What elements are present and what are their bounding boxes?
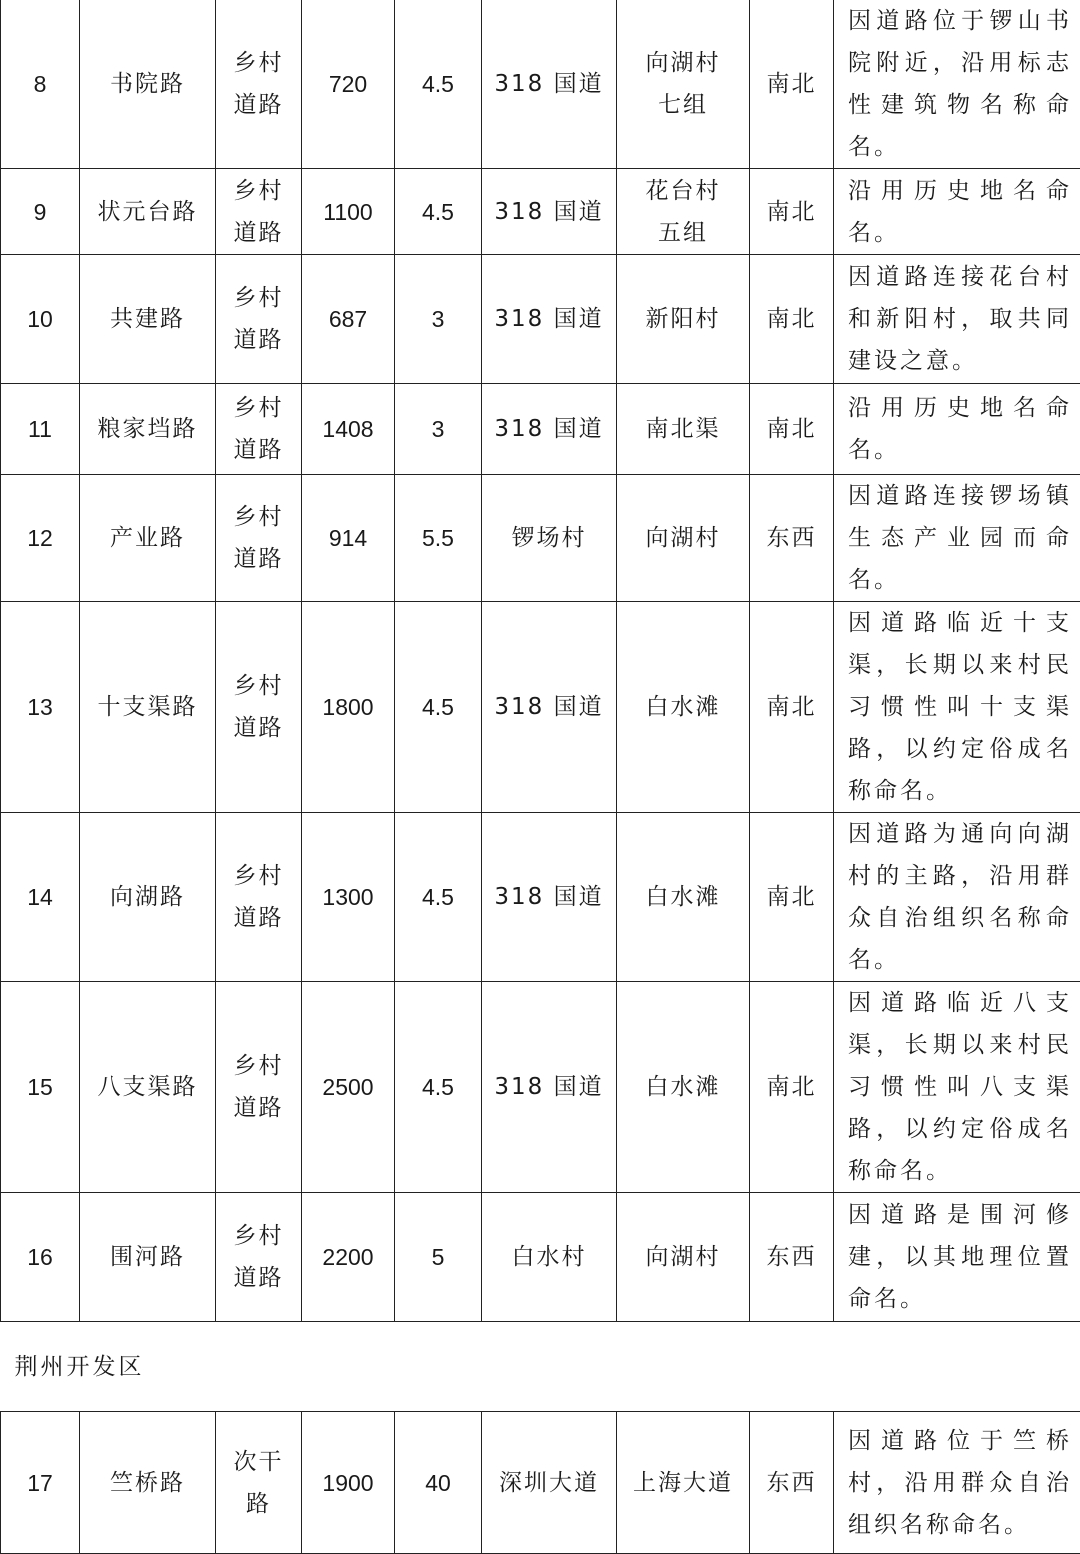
row-number: 8 — [1, 0, 80, 169]
road-width: 4.5 — [395, 0, 482, 169]
road-end: 白水滩 — [617, 813, 750, 982]
naming-reason: 因道路连接锣场镇生态产业园而命名。 — [834, 475, 1080, 602]
road-direction: 南北 — [750, 384, 834, 475]
table-row — [1, 602, 1080, 813]
table-row — [1, 813, 1080, 982]
naming-reason: 沿用历史地名命名。 — [834, 384, 1080, 475]
row-number: 15 — [1, 982, 80, 1193]
road-length: 1300 — [302, 813, 395, 982]
road-end: 向湖村 七组 — [617, 0, 750, 169]
road-direction: 南北 — [750, 0, 834, 169]
road-end: 花台村 五组 — [617, 169, 750, 255]
road-start: 深圳大道 — [482, 1412, 617, 1554]
road-length: 2500 — [302, 982, 395, 1193]
road-direction: 南北 — [750, 982, 834, 1193]
road-start: 锣场村 — [482, 475, 617, 602]
naming-reason: 因道路为通向向湖村的主路，沿用群众自治组织名称命名。 — [834, 813, 1080, 982]
row-number: 12 — [1, 475, 80, 602]
naming-reason: 因道路连接花台村和新阳村，取共同建设之意。 — [834, 255, 1080, 384]
road-width: 4.5 — [395, 602, 482, 813]
section-row — [1, 1322, 1080, 1412]
road-start: 318 国道 — [482, 255, 617, 384]
road-end: 白水滩 — [617, 982, 750, 1193]
road-direction: 东西 — [750, 1412, 834, 1554]
road-name: 向湖路 — [80, 813, 216, 982]
road-direction: 南北 — [750, 255, 834, 384]
road-start: 白水村 — [482, 1193, 617, 1322]
road-length: 2200 — [302, 1193, 395, 1322]
road-direction: 东西 — [750, 475, 834, 602]
road-name: 书院路 — [80, 0, 216, 169]
road-name: 围河路 — [80, 1193, 216, 1322]
table-row — [1, 0, 1080, 169]
road-type: 乡村 道路 — [216, 813, 302, 982]
road-start: 318 国道 — [482, 169, 617, 255]
road-type: 乡村 道路 — [216, 169, 302, 255]
road-name: 十支渠路 — [80, 602, 216, 813]
naming-reason: 因道路位于竺桥村，沿用群众自治组织名称命名。 — [834, 1412, 1080, 1554]
road-end: 南北渠 — [617, 384, 750, 475]
road-name: 八支渠路 — [80, 982, 216, 1193]
row-number: 13 — [1, 602, 80, 813]
road-end: 新阳村 — [617, 255, 750, 384]
road-end: 向湖村 — [617, 475, 750, 602]
road-type: 乡村 道路 — [216, 255, 302, 384]
road-direction: 东西 — [750, 1193, 834, 1322]
road-length: 914 — [302, 475, 395, 602]
naming-reason: 因道路临近十支渠，长期以来村民习惯性叫十支渠路，以约定俗成名称命名。 — [834, 602, 1080, 813]
road-length: 1800 — [302, 602, 395, 813]
road-width: 40 — [395, 1412, 482, 1554]
road-type: 乡村 道路 — [216, 0, 302, 169]
row-number: 17 — [1, 1412, 80, 1554]
road-end: 上海大道 — [617, 1412, 750, 1554]
table-row — [1, 1193, 1080, 1322]
road-start: 318 国道 — [482, 982, 617, 1193]
table-row — [1, 475, 1080, 602]
road-width: 4.5 — [395, 982, 482, 1193]
row-number: 11 — [1, 384, 80, 475]
table-row — [1, 1412, 1080, 1554]
section-title: 荆州开发区 — [1, 1322, 1080, 1412]
road-width: 4.5 — [395, 813, 482, 982]
road-type: 乡村 道路 — [216, 475, 302, 602]
road-type: 乡村 道路 — [216, 602, 302, 813]
road-width: 5 — [395, 1193, 482, 1322]
road-name: 粮家垱路 — [80, 384, 216, 475]
row-number: 10 — [1, 255, 80, 384]
road-type: 次干 路 — [216, 1412, 302, 1554]
road-direction: 南北 — [750, 169, 834, 255]
road-width: 3 — [395, 255, 482, 384]
road-type: 乡村 道路 — [216, 1193, 302, 1322]
road-length: 1900 — [302, 1412, 395, 1554]
road-direction: 南北 — [750, 602, 834, 813]
road-direction: 南北 — [750, 813, 834, 982]
road-width: 3 — [395, 384, 482, 475]
road-type: 乡村 道路 — [216, 982, 302, 1193]
road-start: 318 国道 — [482, 602, 617, 813]
row-number: 16 — [1, 1193, 80, 1322]
table-row — [1, 255, 1080, 384]
row-number: 14 — [1, 813, 80, 982]
road-length: 1408 — [302, 384, 395, 475]
naming-reason: 因道路临近八支渠，长期以来村民习惯性叫八支渠路，以约定俗成名称命名。 — [834, 982, 1080, 1193]
table-row — [1, 169, 1080, 255]
road-name: 共建路 — [80, 255, 216, 384]
road-start: 318 国道 — [482, 384, 617, 475]
road-length: 687 — [302, 255, 395, 384]
road-start: 318 国道 — [482, 813, 617, 982]
road-name: 产业路 — [80, 475, 216, 602]
road-width: 5.5 — [395, 475, 482, 602]
table-row — [1, 982, 1080, 1193]
road-name: 状元台路 — [80, 169, 216, 255]
road-start: 318 国道 — [482, 0, 617, 169]
road-end: 向湖村 — [617, 1193, 750, 1322]
road-type: 乡村 道路 — [216, 384, 302, 475]
table-row — [1, 384, 1080, 475]
row-number: 9 — [1, 169, 80, 255]
road-length: 720 — [302, 0, 395, 169]
naming-reason: 沿用历史地名命名。 — [834, 169, 1080, 255]
road-name: 竺桥路 — [80, 1412, 216, 1554]
road-length: 1100 — [302, 169, 395, 255]
naming-reason: 因道路位于锣山书院附近，沿用标志性建筑物名称命名。 — [834, 0, 1080, 169]
naming-reason: 因道路是围河修建，以其地理位置命名。 — [834, 1193, 1080, 1322]
road-end: 白水滩 — [617, 602, 750, 813]
road-width: 4.5 — [395, 169, 482, 255]
